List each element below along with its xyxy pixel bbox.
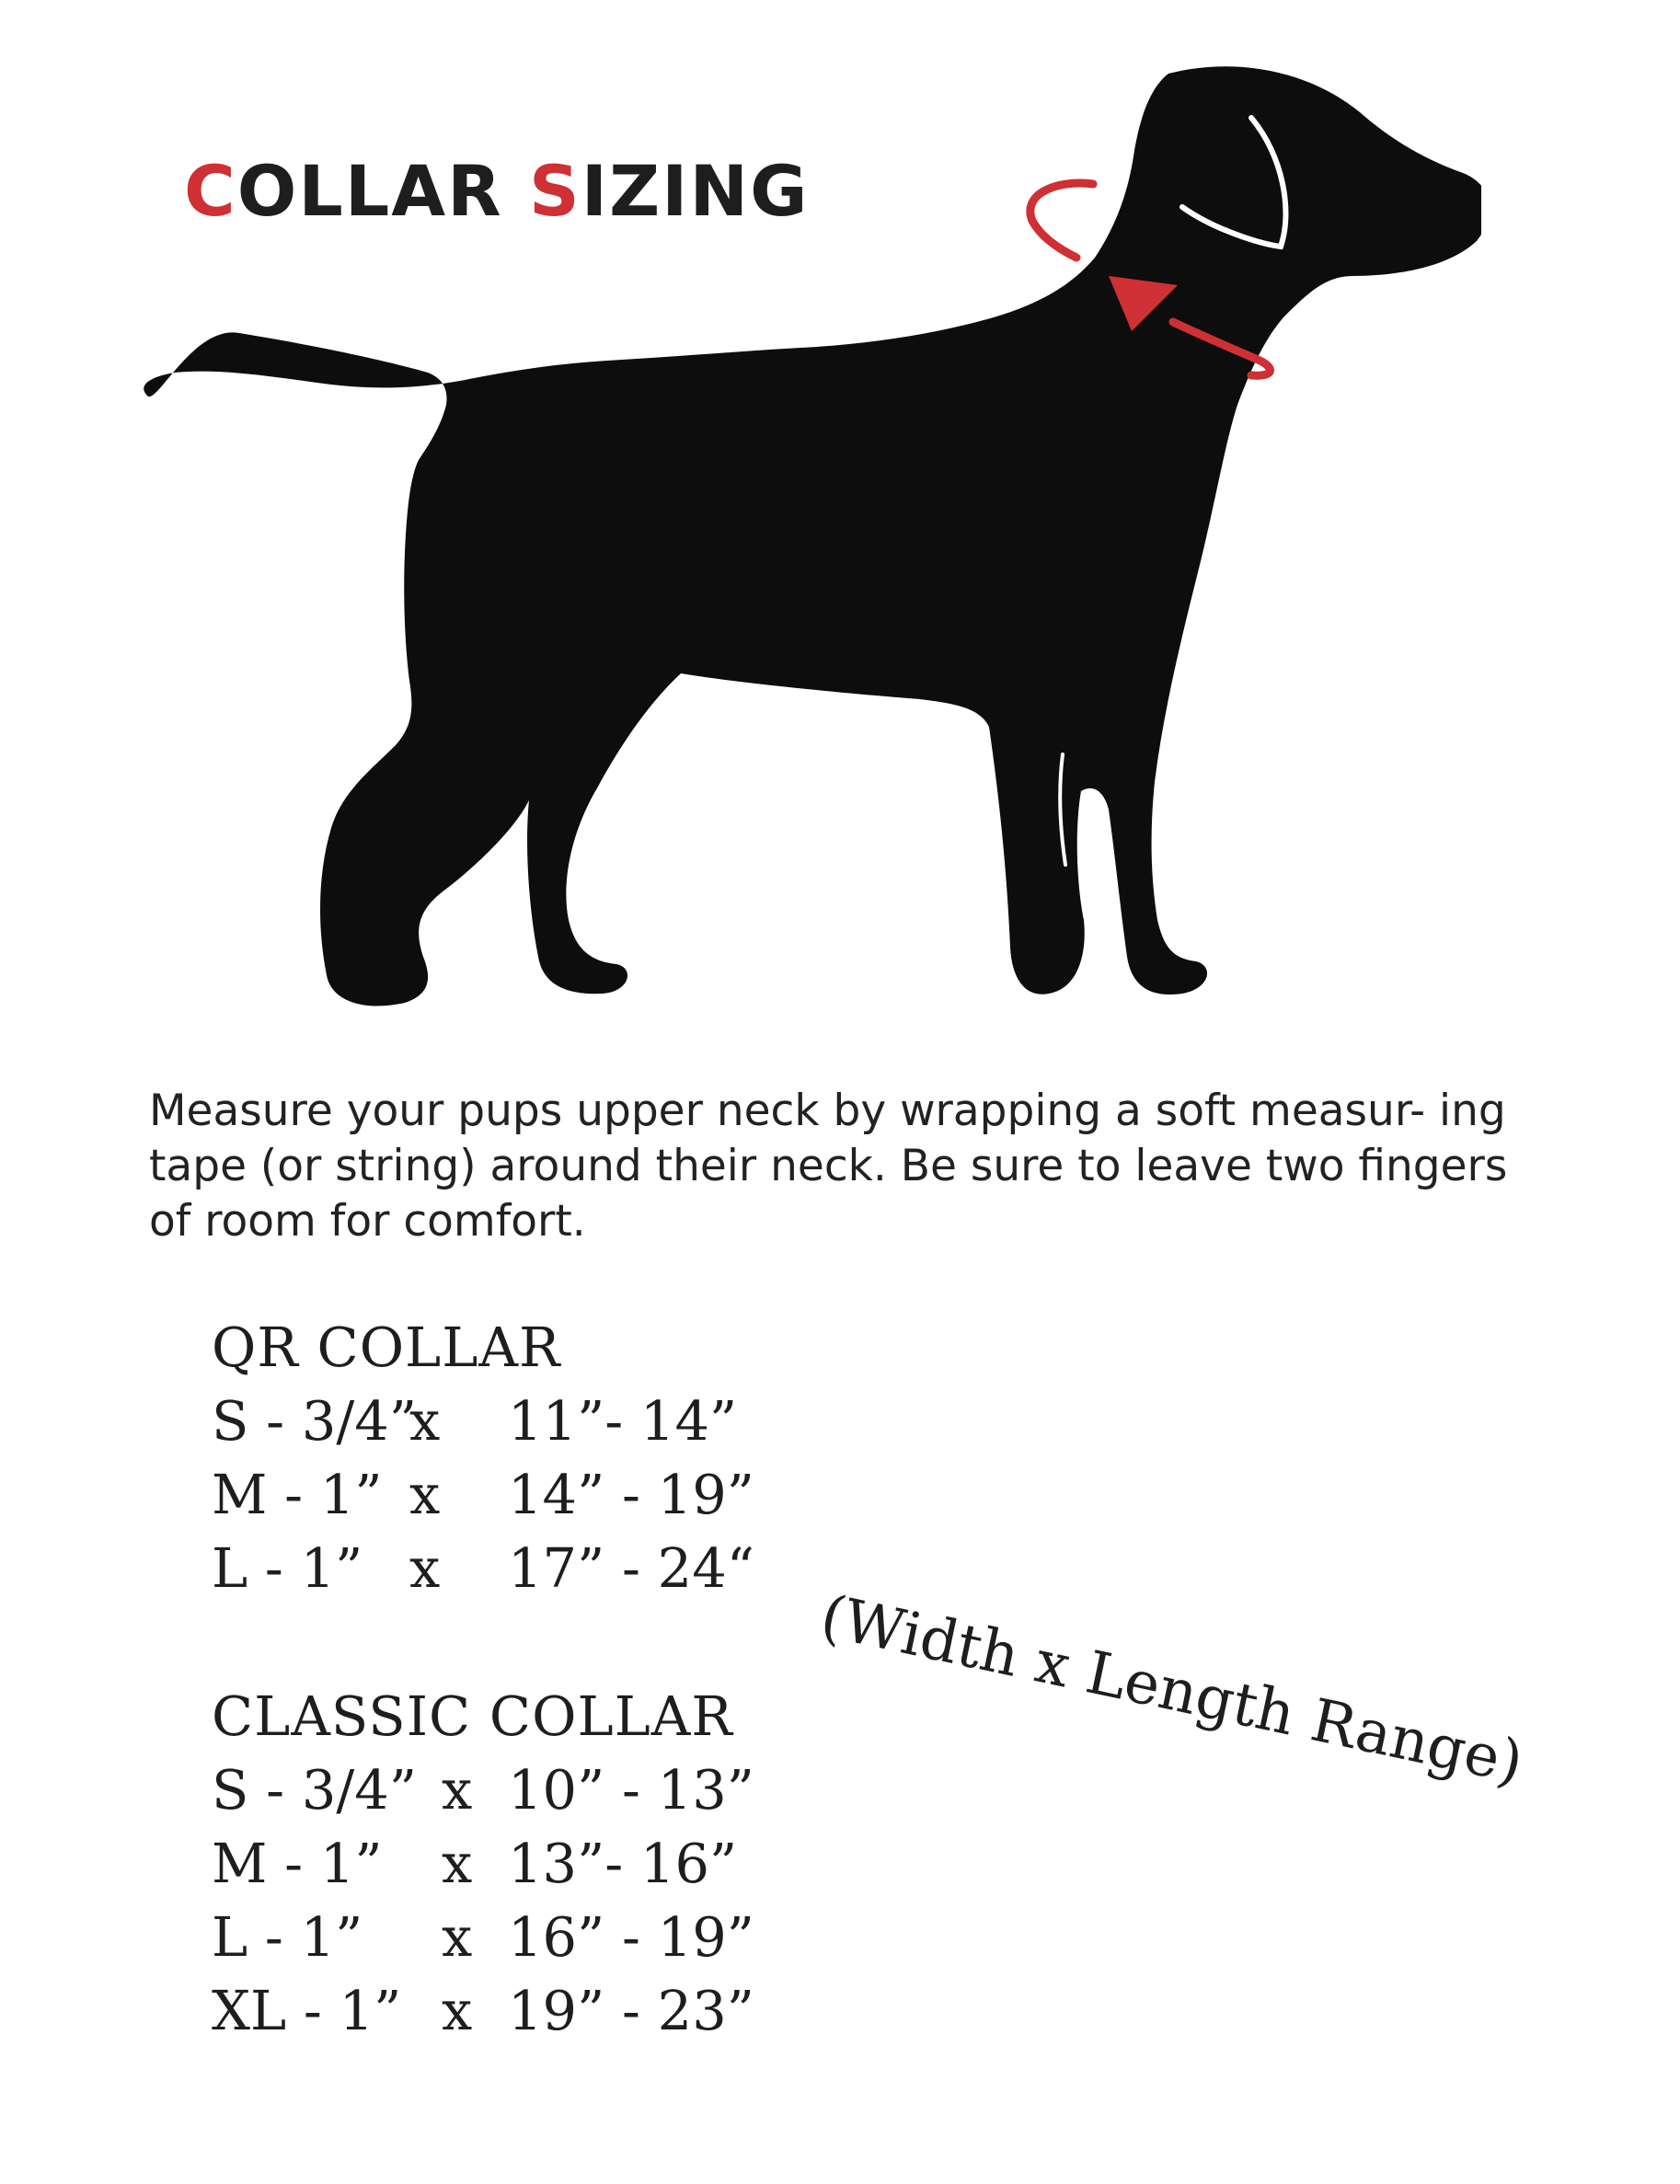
classic-size-row-s (212, 1753, 754, 1827)
title-text-izing: IZING (581, 150, 810, 232)
dog-illustration (138, 55, 1481, 1021)
classic-collar-sizes (212, 1680, 754, 2048)
size-label: S - 3/4” (212, 1389, 417, 1453)
qr-collar-sizes (212, 1311, 754, 1605)
size-label: L - 1” (212, 1905, 363, 1969)
dog-silhouette-icon (144, 66, 1481, 1006)
size-times-sign: x (442, 1905, 473, 1969)
classic-size-row-m (212, 1827, 738, 1901)
size-times-sign: x (442, 1758, 473, 1822)
size-length-range: 11”- 14” (508, 1389, 738, 1453)
size-length-range: 17” - 24“ (508, 1536, 754, 1600)
size-length-range: 10” - 13” (508, 1758, 754, 1822)
classic-collar-heading: CLASSIC COLLAR (212, 1684, 733, 1748)
size-length-range: 13”- 16” (508, 1832, 738, 1895)
qr-size-row-l (212, 1532, 754, 1605)
size-times-sign: x (409, 1536, 441, 1600)
title-initial-s: S (529, 150, 581, 232)
size-length-range: 19” - 23” (508, 1979, 754, 2042)
size-label: S - 3/4” (212, 1758, 417, 1822)
size-length-range: 14” - 19” (508, 1463, 754, 1526)
title-initial-c: C (184, 150, 237, 232)
size-label: L - 1” (212, 1536, 363, 1600)
size-times-sign: x (409, 1389, 441, 1453)
title-text-ollar: OLLAR (236, 150, 530, 232)
qr-size-row-s (212, 1385, 738, 1458)
size-times-sign: x (442, 1832, 473, 1895)
qr-size-row-m (212, 1458, 754, 1532)
size-label: XL - 1” (212, 1979, 402, 2042)
size-length-range: 16” - 19” (508, 1905, 754, 1969)
size-times-sign: x (442, 1979, 473, 2042)
size-times-sign: x (409, 1463, 441, 1526)
size-label: M - 1” (212, 1463, 383, 1526)
measuring-instructions: Measure your pups upper neck by wrapping a soft measur- ing tape (or string) around their neck. Be sure to leave two fingers of room for comfort. (149, 1086, 1508, 1247)
size-label: M - 1” (212, 1832, 383, 1895)
width-length-note: (Width x Length Range) (814, 1582, 1529, 1799)
classic-size-row-xl (212, 1974, 754, 2048)
classic-size-row-l (212, 1901, 754, 1974)
qr-collar-heading: QR COLLAR (212, 1316, 561, 1379)
